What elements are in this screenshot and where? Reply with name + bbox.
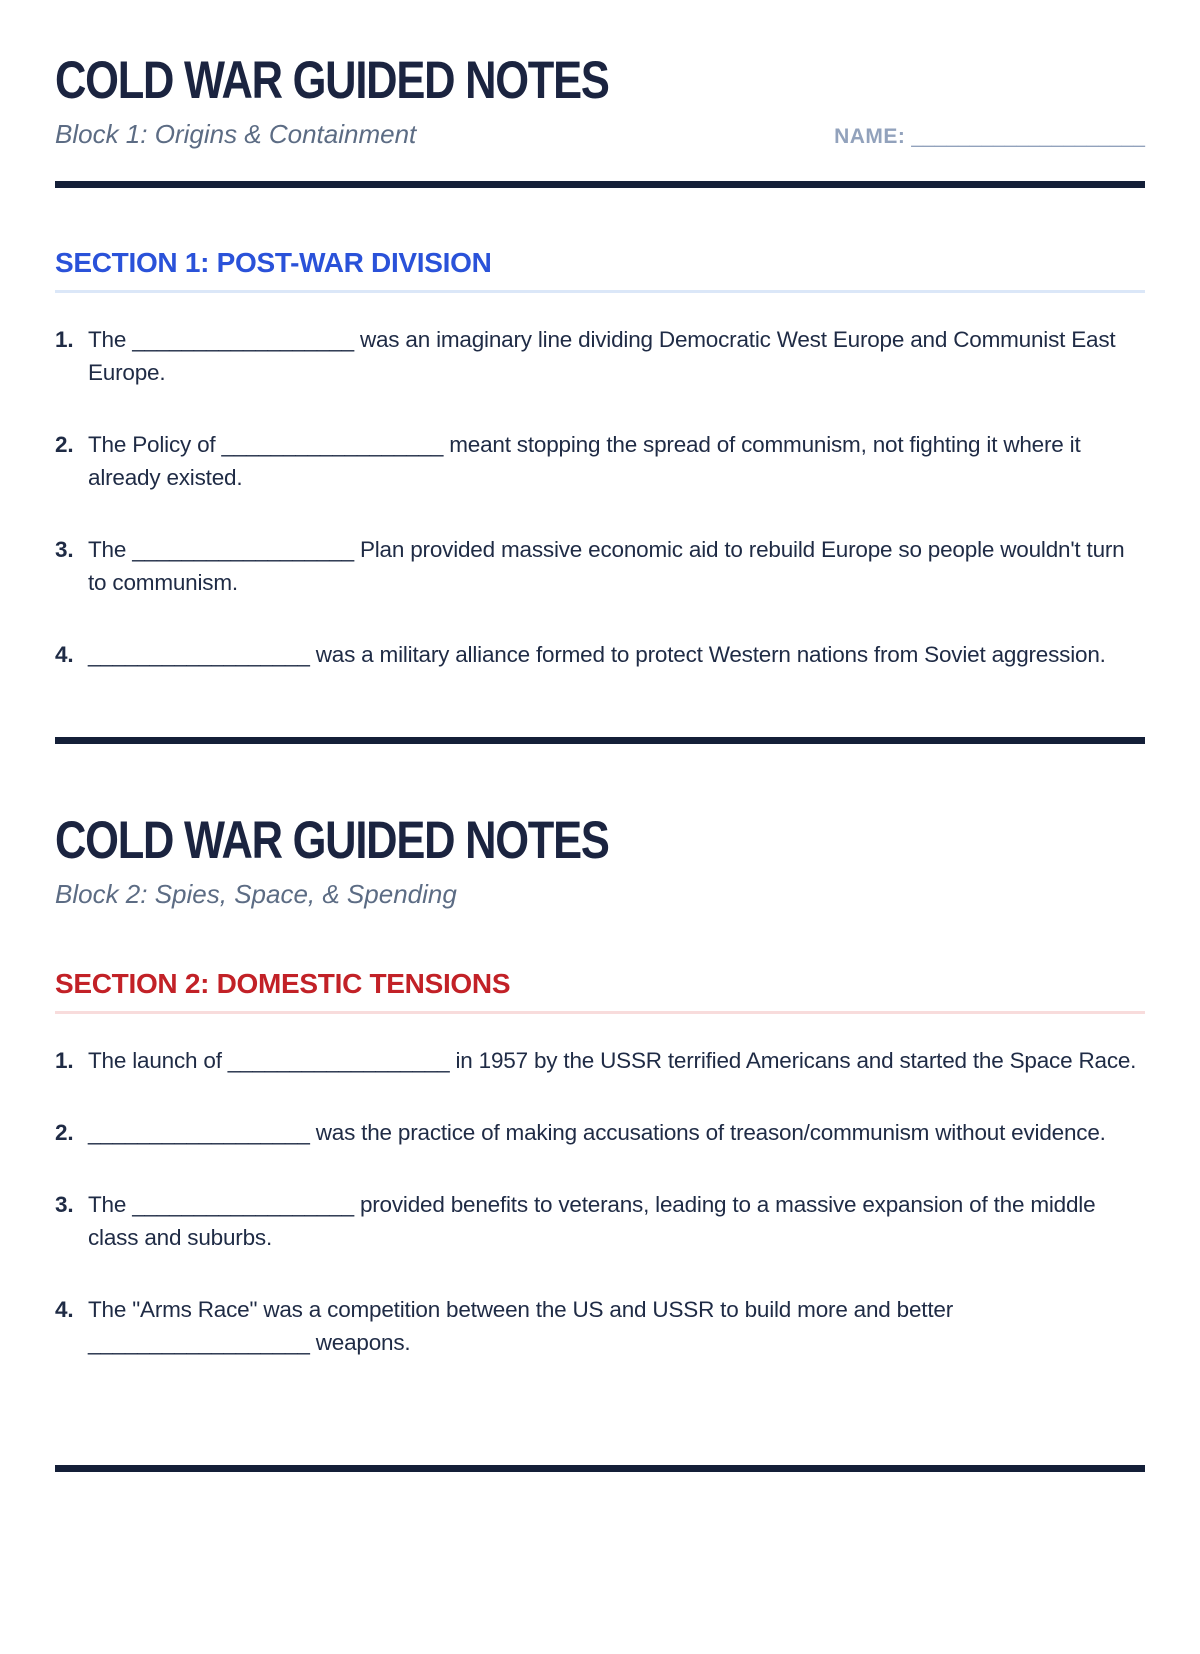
fill-in-item	[55, 533, 1145, 599]
fill-blank[interactable]: __________________	[227, 1048, 450, 1073]
item-text-pre: The	[88, 1192, 133, 1217]
section-2-items	[55, 1044, 1145, 1359]
item-number: 4.	[55, 642, 74, 667]
fill-in-item	[55, 428, 1145, 494]
item-text	[88, 1116, 1145, 1149]
item-text	[88, 638, 1145, 671]
item-text	[88, 1044, 1145, 1077]
fill-blank[interactable]: __________________	[132, 1192, 354, 1217]
item-text-post: weapons.	[309, 1330, 411, 1355]
worksheet-page	[0, 51, 1200, 1472]
item-text-post: was a military alliance formed to protect Western nations from Soviet aggression.	[309, 642, 1106, 667]
fill-blank[interactable]: __________________	[88, 642, 310, 667]
fill-in-item	[55, 638, 1145, 671]
item-number: 2.	[55, 432, 74, 457]
item-text-post: in 1957 by the USSR terrified Americans and started the Space Race.	[449, 1048, 1137, 1073]
block-subtitle: Block 1: Origins & Containment	[55, 119, 417, 149]
divider-rule	[55, 181, 1145, 188]
page-title: COLD WAR GUIDED NOTES	[55, 51, 609, 110]
item-text-post: was the practice of making accusations of treason/communism without evidence.	[309, 1120, 1106, 1145]
item-text	[88, 533, 1145, 599]
fill-in-item	[55, 1188, 1145, 1254]
block-2	[55, 811, 1145, 1359]
divider-rule	[55, 737, 1145, 744]
fill-blank[interactable]: __________________	[88, 1120, 310, 1145]
name-label: NAME:	[834, 125, 906, 148]
fill-blank[interactable]: __________________	[132, 537, 354, 562]
header-row	[55, 879, 1145, 909]
item-number: 3.	[55, 537, 74, 562]
item-text-pre: The	[88, 537, 133, 562]
section-1-heading: SECTION 1: POST-WAR DIVISION	[55, 246, 1145, 293]
item-number: 4.	[55, 1297, 74, 1322]
name-blank-line[interactable]: ____________________	[911, 125, 1145, 148]
item-number: 1.	[55, 1048, 74, 1073]
header-row	[55, 119, 1145, 149]
fill-in-item	[55, 1044, 1145, 1077]
fill-in-item	[55, 323, 1145, 389]
section-1-items	[55, 323, 1145, 671]
section-2-heading: SECTION 2: DOMESTIC TENSIONS	[55, 967, 1145, 1014]
item-number: 3.	[55, 1192, 74, 1217]
item-text-post: was an imaginary line dividing Democratic West Europe and Communist East Europe.	[88, 327, 1116, 385]
item-text	[88, 1188, 1145, 1254]
item-text-pre: The "Arms Race" was a competition between the US and USSR to build more and better	[88, 1297, 954, 1322]
block-subtitle: Block 2: Spies, Space, & Spending	[55, 879, 457, 909]
item-text	[88, 1293, 1145, 1359]
block-1	[55, 51, 1145, 671]
item-text-pre: The Policy of	[88, 432, 222, 457]
fill-in-item	[55, 1293, 1145, 1359]
divider-rule	[55, 1465, 1145, 1472]
name-field	[834, 125, 1145, 149]
item-text-post: provided benefits to veterans, leading to a massive expansion of the middle class and suburbs.	[88, 1192, 1096, 1250]
item-number: 1.	[55, 327, 74, 352]
fill-blank[interactable]: __________________	[132, 327, 354, 352]
fill-in-item	[55, 1116, 1145, 1149]
item-text-pre: The	[88, 327, 133, 352]
fill-blank[interactable]: __________________	[88, 1330, 310, 1355]
item-text-pre: The launch of	[88, 1048, 228, 1073]
page-title: COLD WAR GUIDED NOTES	[55, 811, 609, 870]
fill-blank[interactable]: __________________	[221, 432, 444, 457]
item-text	[88, 428, 1145, 494]
item-text-post: Plan provided massive economic aid to rebuild Europe so people wouldn't turn to communism.	[88, 537, 1125, 595]
item-number: 2.	[55, 1120, 74, 1145]
item-text	[88, 323, 1145, 389]
item-text-post: meant stopping the spread of communism, not fighting it where it already existed.	[88, 432, 1081, 490]
